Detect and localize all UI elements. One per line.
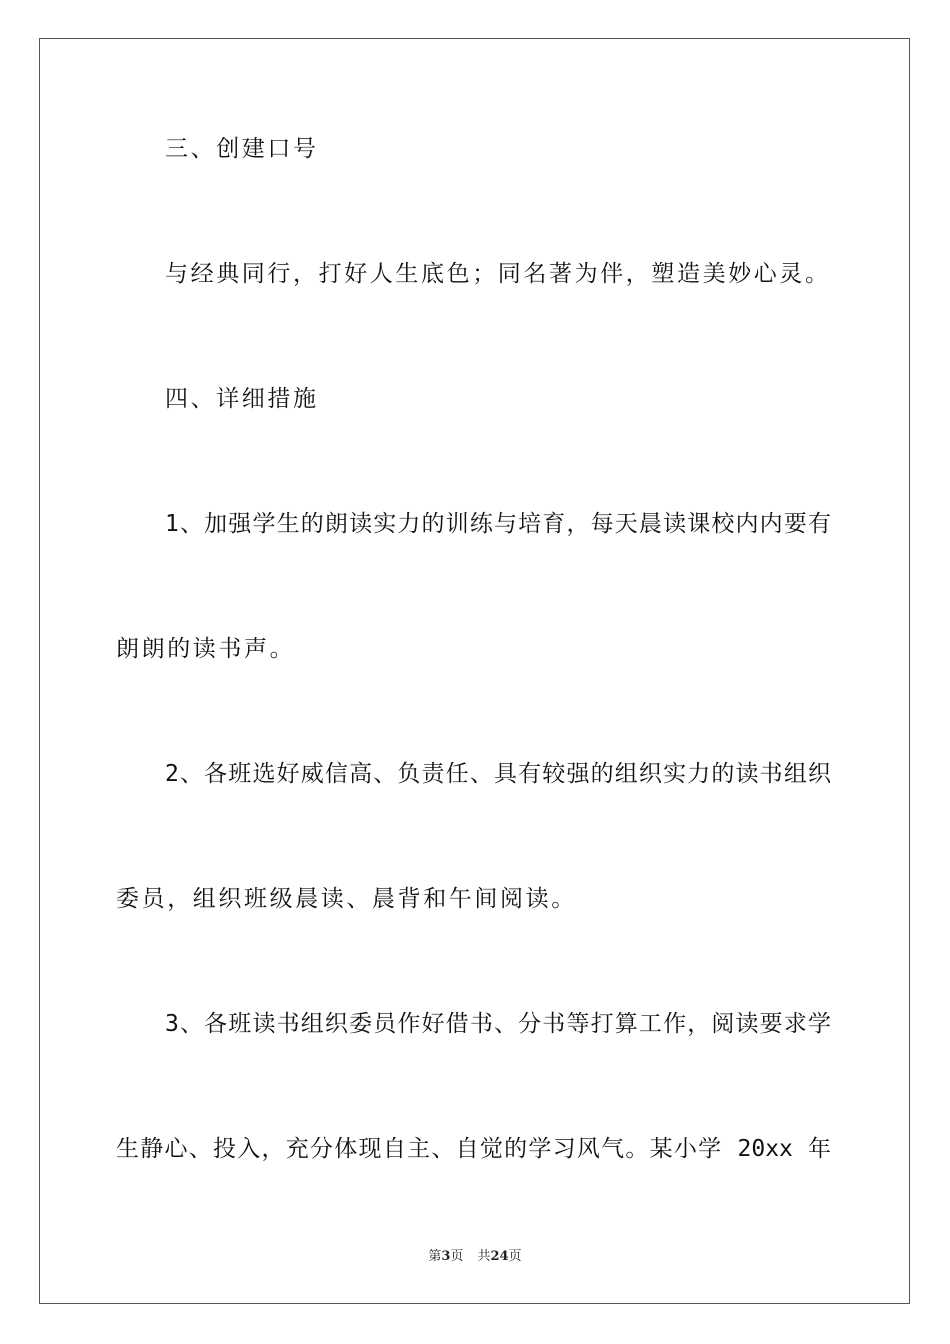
- footer-total-prefix: 共: [477, 1249, 491, 1264]
- paragraph-line: 生静心、投入，充分体现自主、自觉的学习风气。某小学 20xx 年: [116, 1136, 831, 1162]
- section-heading-slogan: 三、创建口号: [165, 136, 319, 162]
- footer-page-prefix: 第: [428, 1249, 442, 1264]
- footer-total-pages: 24: [490, 1249, 509, 1264]
- paragraph-line: 1、加强学生的朗读实力的训练与培育，每天晨读课校内内要有: [165, 511, 831, 537]
- paragraph-line: 与经典同行，打好人生底色；同名著为伴，塑造美妙心灵。: [165, 261, 831, 287]
- page-border: [39, 38, 910, 1304]
- paragraph-line: 2、各班选好威信高、负责任、具有较强的组织实力的读书组织: [165, 761, 831, 787]
- paragraph-line: 3、各班读书组织委员作好借书、分书等打算工作，阅读要求学: [165, 1011, 831, 1037]
- section-heading-measures: 四、详细措施: [165, 386, 319, 412]
- footer-page-suffix: 页: [450, 1249, 464, 1264]
- paragraph-line: 委员，组织班级晨读、晨背和午间阅读。: [116, 886, 577, 912]
- paragraph-line: 朗朗的读书声。: [116, 636, 296, 662]
- footer-page-number: 3: [441, 1249, 451, 1264]
- page-footer: [0, 1249, 950, 1265]
- footer-total-suffix: 页: [508, 1249, 522, 1264]
